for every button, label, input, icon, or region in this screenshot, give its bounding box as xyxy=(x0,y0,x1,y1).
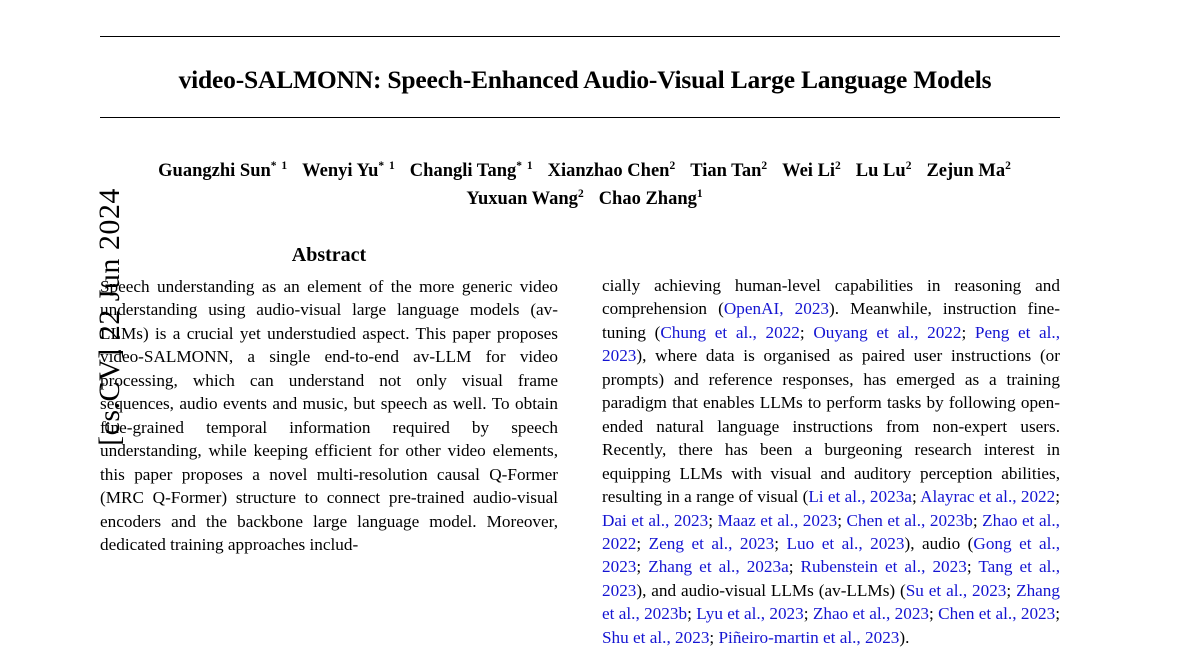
citation-link[interactable]: Peng et al., 2023 xyxy=(602,322,1061,366)
author-name: Lu Lu$^2$ xyxy=(855,160,913,182)
author-name: Xianzhao Chen$^2$ xyxy=(547,160,677,182)
title-rule-top xyxy=(100,36,1060,37)
citation-link[interactable]: Rubenstein et al., 2023 xyxy=(800,557,967,577)
citation-link[interactable]: Ouyang et al., 2022 xyxy=(813,322,962,342)
citation-link[interactable]: Zeng et al., 2023 xyxy=(648,533,775,553)
citation-link[interactable]: Lyu et al., 2023 xyxy=(696,604,804,624)
author-name: Zejun Ma$^2$ xyxy=(926,160,1012,182)
citation-link[interactable]: Chung et al., 2022 xyxy=(660,322,800,342)
author-affiliation-mark: 2 xyxy=(669,160,677,172)
citation-link[interactable]: Su et al., 2023 xyxy=(905,580,1007,600)
citation-link[interactable]: Chen et al., 2023b xyxy=(846,510,973,530)
author-affiliation-mark: 2 xyxy=(1005,160,1012,172)
author-affiliation-mark: * 1 xyxy=(270,160,289,172)
column-left xyxy=(100,244,558,649)
introduction-text: cially achieving human-level capabilities in reasoning and comprehension (OpenAI, 2023). Meanwhile, instruction fine-tuning (Chung et al., 2022; Ouyang et al., 2022; Peng et al., 2023), where data is organised as paired user instructions (or prompts) and reference responses, has emerged as a training paradigm that enables LLMs to perform tasks by following open-ended natural language instructions from non-expert users. Recently, there has been a burgeoning research interest in equipping LLMs with visual and auditory perception abilities, resulting in a range of visual (Li et al., 2023a; Alayrac et al., 2022; Dai et al., 2023; Maaz et al., 2023; Chen et al., 2023b; Zhao et al., 2022; Zeng et al., 2023; Luo et al., 2023), audio (Gong et al., 2023; Zhang et al., 2023a; Rubenstein et al., 2023; Tang et al., 2023), and audio-visual LLMs (av-LLMs) (Su et al., 2023; Zhang et al., 2023b; Lyu et al., 2023; Zhao et al., 2023; Chen et al., 2023; Shu et al., 2023; Piñeiro-martin et al., 2023). xyxy=(602,275,1061,647)
abstract-heading: Abstract xyxy=(291,243,367,266)
citation-link[interactable]: Chen et al., 2023 xyxy=(938,604,1056,624)
author-name: Wei Li$^2$ xyxy=(782,160,842,182)
citation-link[interactable]: Zhao et al., 2022 xyxy=(602,510,1060,553)
title-rule-bottom xyxy=(100,117,1060,118)
author-name: Tian Tan$^2$ xyxy=(690,160,769,182)
author-affiliation-mark: 2 xyxy=(835,160,842,172)
author-list xyxy=(100,158,1070,214)
author-name: Changli Tang$^{* 1}$ xyxy=(409,160,534,182)
author-name: Chao Zhang$^1$ xyxy=(598,187,704,210)
citation-link[interactable]: Tang et al., 2023 xyxy=(602,557,1061,600)
author-name: Yuxuan Wang$^2$ xyxy=(466,187,585,210)
author-affiliation-mark: 2 xyxy=(761,160,769,172)
author-affiliation-mark: 2 xyxy=(577,187,585,200)
author-affiliation-mark: 1 xyxy=(696,187,704,200)
column-right xyxy=(602,244,1060,649)
author-affiliation-mark: * 1 xyxy=(378,160,396,172)
paper-page xyxy=(100,0,1070,648)
citation-link[interactable]: Alayrac et al., 2022 xyxy=(920,487,1056,507)
author-affiliation-mark: * 1 xyxy=(516,160,534,172)
citation-link[interactable]: Li et al., 2023a xyxy=(808,487,912,507)
citation-link[interactable]: Piñeiro-martin et al., 2023 xyxy=(718,627,900,647)
abstract-text: Speech understanding as an element of the more generic video understanding using audio-visual large language models (av-LLMs) is a crucial yet understudied aspect. This paper proposes video-SALMONN, a single end-to-end av-LLM for video processing, which can understand not only visual frame sequences, audio events and music, but speech as well. To obtain fine-grained temporal information required by speech understanding, while keeping efficient for other video elements, this paper proposes a novel multi-resolution causal Q-Former (MRC Q-Former) structure to connect pre-trained audio-visual encoders and the backbone large language model. Moreover, dedicated training approaches includ- xyxy=(100,276,558,554)
page-title: video-SALMONN: Speech-Enhanced Audio-Visual Large Language Models xyxy=(178,65,992,94)
arxiv-identifier-stamp: [cs.CV] 22 Jun 2024 xyxy=(93,188,126,446)
citation-link[interactable]: OpenAI, 2023 xyxy=(723,299,830,319)
author-name: Wenyi Yu$^{* 1}$ xyxy=(302,160,396,182)
citation-link[interactable]: Zhang et al., 2023a xyxy=(648,557,789,577)
citation-link[interactable]: Zhang et al., 2023b xyxy=(602,580,1060,624)
author-affiliation-mark: 2 xyxy=(905,160,913,172)
two-column-body xyxy=(100,244,1070,649)
citation-link[interactable]: Luo et al., 2023 xyxy=(786,533,905,553)
citation-link[interactable]: Zhao et al., 2023 xyxy=(812,604,930,624)
author-name: Guangzhi Sun$^{* 1}$ xyxy=(158,160,289,182)
citation-link[interactable]: Maaz et al., 2023 xyxy=(717,510,838,530)
citation-link[interactable]: Gong et al., 2023 xyxy=(602,533,1060,577)
citation-link[interactable]: Dai et al., 2023 xyxy=(602,510,709,530)
citation-link[interactable]: Shu et al., 2023 xyxy=(602,627,710,647)
